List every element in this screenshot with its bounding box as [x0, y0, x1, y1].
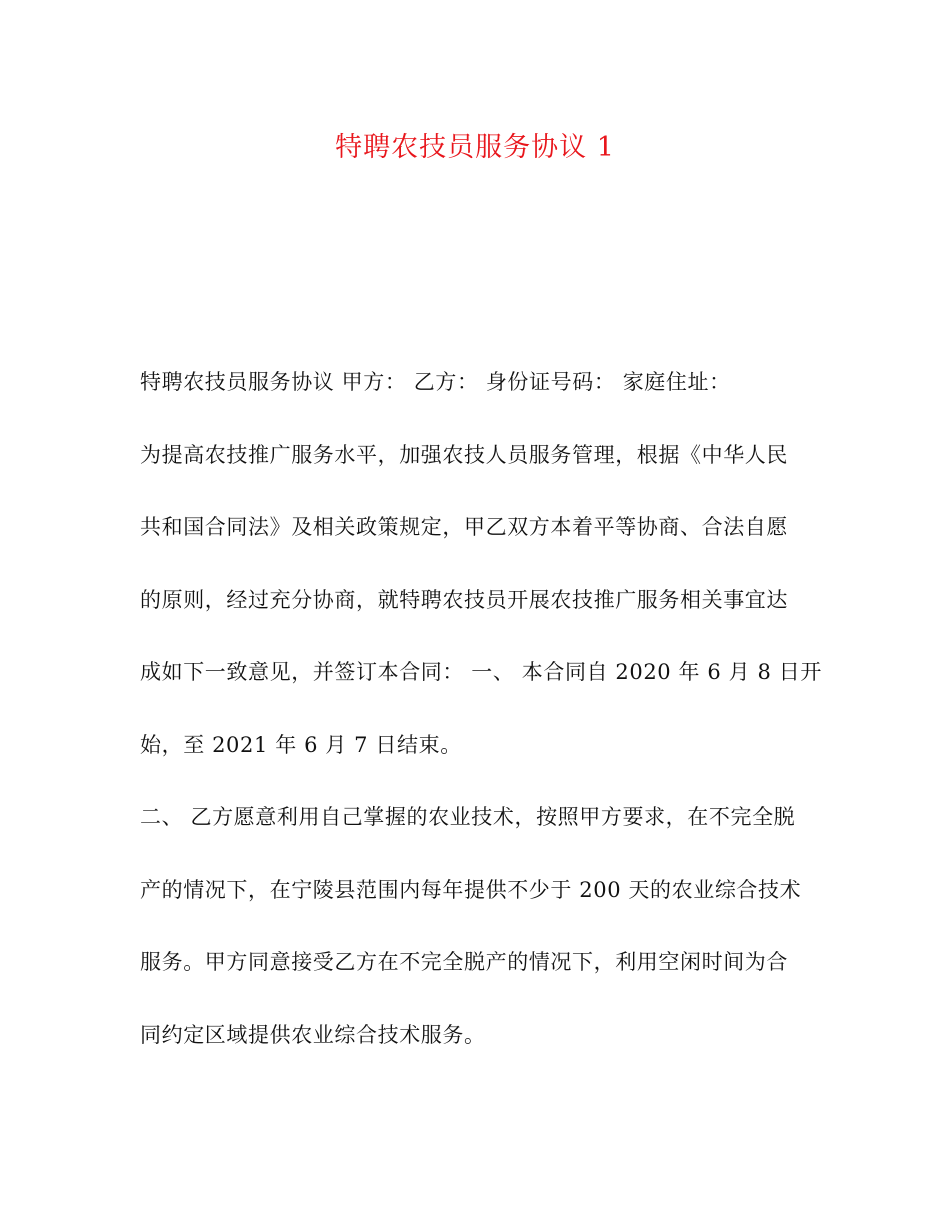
body-line-7: 二、 乙方愿意利用自己掌握的农业技术，按照甲方要求，在不完全脱	[140, 805, 796, 829]
body-line-2: 为提高农技推广服务水平，加强农技人员服务管理，根据《中华人民	[140, 442, 788, 467]
body-line-4: 的原则，经过充分协商，就特聘农技员开展农技推广服务相关事宜达	[140, 587, 788, 612]
body-line-3: 共和国合同法》及相关政策规定，甲乙双方本着平等协商、合法自愿	[140, 515, 788, 539]
body-line-8: 产的情况下，在宁陵县范围内每年提供不少于 200 天的农业综合技术	[140, 877, 802, 902]
document-title: 特聘农技员服务协议 1	[335, 132, 615, 163]
body-line-9: 服务。甲方同意接受乙方在不完全脱产的情况下，利用空闲时间为合	[140, 950, 788, 974]
body-line-6: 始，至 2021 年 6 月 7 日结束。	[140, 732, 462, 757]
body-line-10: 同约定区域提供农业综合技术服务。	[140, 1022, 486, 1047]
body-line-5: 成如下一致意见，并签订本合同： 一、 本合同自 2020 年 6 月 8 日开	[140, 660, 822, 684]
body-line-1: 特聘农技员服务协议 甲方： 乙方： 身份证号码： 家庭住址：	[140, 370, 731, 394]
document-body	[140, 362, 820, 1087]
